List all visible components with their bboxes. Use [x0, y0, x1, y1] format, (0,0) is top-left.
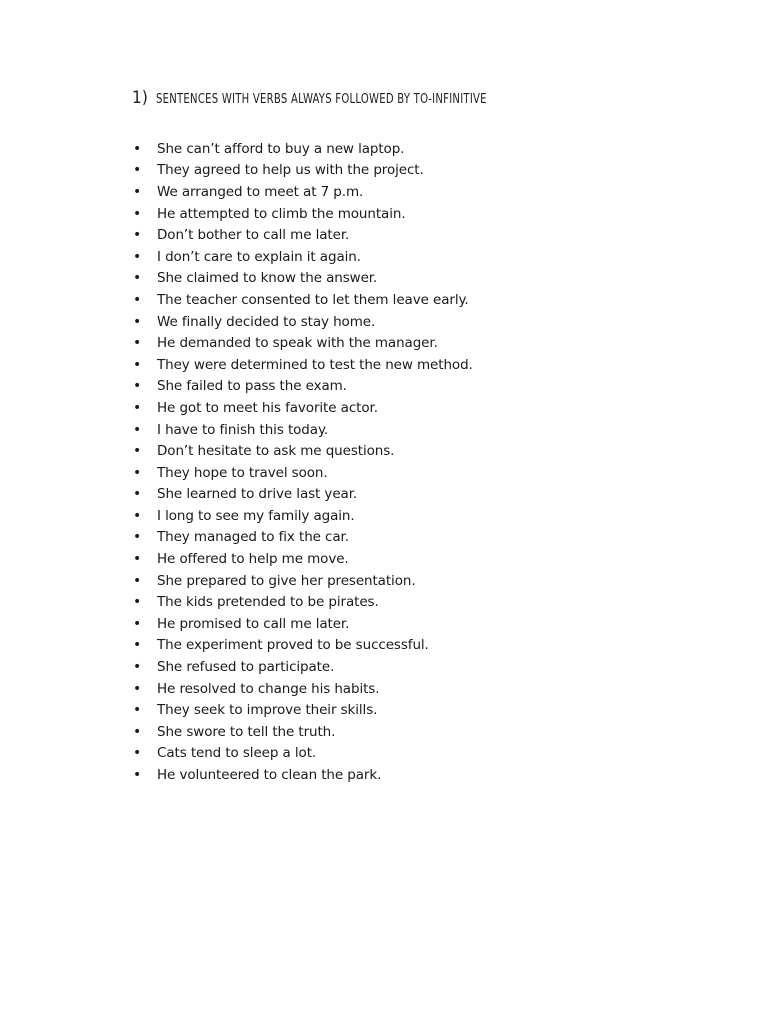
bullet-icon: • [133, 443, 142, 460]
bullet-icon: • [133, 529, 142, 546]
sentence-text: Cats tend to sleep a lot. [157, 745, 317, 762]
bullet-icon: • [133, 702, 142, 719]
bullet-icon: • [133, 507, 142, 524]
list-item [132, 440, 473, 462]
list-item [132, 203, 473, 225]
sentence-text: They seek to improve their skills. [157, 702, 378, 719]
list-item [132, 160, 473, 182]
list-item [132, 289, 473, 311]
sentence-text: They managed to fix the car. [157, 529, 349, 546]
list-item [132, 678, 473, 700]
bullet-icon: • [133, 291, 142, 308]
list-item [132, 505, 473, 527]
sentence-text: She can’t afford to buy a new laptop. [157, 140, 405, 157]
list-item [132, 311, 473, 333]
sentence-text: We arranged to meet at 7 p.m. [157, 183, 364, 200]
list-item [132, 354, 473, 376]
sentence-text: The kids pretended to be pirates. [157, 594, 379, 611]
bullet-icon: • [133, 313, 142, 330]
bullet-icon: • [133, 486, 142, 503]
list-item [132, 699, 473, 721]
list-item [132, 613, 473, 635]
section-number: 1) [132, 88, 149, 108]
sentence-text: She failed to pass the exam. [157, 378, 347, 395]
sentence-text: We finally decided to stay home. [157, 313, 376, 330]
list-item [132, 484, 473, 506]
list-item [132, 376, 473, 398]
sentence-text: I don’t care to explain it again. [157, 248, 361, 265]
bullet-icon: • [133, 183, 142, 200]
bullet-icon: • [133, 248, 142, 265]
list-item [132, 764, 473, 786]
list-item [132, 224, 473, 246]
list-item [132, 570, 473, 592]
sentence-text: She refused to participate. [157, 659, 335, 676]
bullet-icon: • [133, 399, 142, 416]
bullet-icon: • [133, 659, 142, 676]
list-item [132, 548, 473, 570]
list-item [132, 332, 473, 354]
bullet-icon: • [133, 723, 142, 740]
bullet-icon: • [133, 572, 142, 589]
sentence-text: Don’t hesitate to ask me questions. [157, 443, 395, 460]
list-item [132, 246, 473, 268]
bullet-icon: • [133, 680, 142, 697]
sentence-text: He demanded to speak with the manager. [157, 335, 438, 352]
sentence-text: The teacher consented to let them leave early. [157, 291, 469, 308]
sentence-text: He got to meet his favorite actor. [157, 399, 378, 416]
sentence-text: He promised to call me later. [157, 615, 350, 632]
sentence-text: I long to see my family again. [157, 507, 355, 524]
bullet-icon: • [133, 637, 142, 654]
list-item [132, 138, 473, 160]
bullet-icon: • [133, 140, 142, 157]
sentence-text: Don’t bother to call me later. [157, 227, 350, 244]
bullet-icon: • [133, 270, 142, 287]
sentence-text: He offered to help me move. [157, 551, 349, 568]
sentence-text: She claimed to know the answer. [157, 270, 378, 287]
sentence-text: They were determined to test the new method. [157, 356, 473, 373]
section-heading [132, 86, 541, 108]
bullet-icon: • [133, 356, 142, 373]
list-item [132, 397, 473, 419]
bullet-icon: • [133, 464, 142, 481]
bullet-icon: • [133, 745, 142, 762]
bullet-icon: • [133, 421, 142, 438]
sentence-text: I have to finish this today. [157, 421, 329, 438]
sentence-list [132, 138, 473, 786]
list-item [132, 268, 473, 290]
sentence-text: He volunteered to clean the park. [157, 767, 382, 784]
section-title: sentences with verbs always followed by to-infinitive [156, 86, 487, 108]
list-item [132, 635, 473, 657]
bullet-icon: • [133, 615, 142, 632]
bullet-icon: • [133, 767, 142, 784]
sentence-text: They hope to travel soon. [157, 464, 328, 481]
bullet-icon: • [133, 227, 142, 244]
list-item [132, 721, 473, 743]
list-item [132, 527, 473, 549]
list-item [132, 656, 473, 678]
bullet-icon: • [133, 335, 142, 352]
list-item [132, 181, 473, 203]
list-item [132, 462, 473, 484]
list-item [132, 743, 473, 765]
sentence-text: He attempted to climb the mountain. [157, 205, 406, 222]
list-item [132, 591, 473, 613]
bullet-icon: • [133, 162, 142, 179]
bullet-icon: • [133, 594, 142, 611]
sentence-text: She prepared to give her presentation. [157, 572, 416, 589]
sentence-text: The experiment proved to be successful. [157, 637, 429, 654]
list-item [132, 419, 473, 441]
sentence-text: They agreed to help us with the project. [157, 162, 424, 179]
bullet-icon: • [133, 551, 142, 568]
sentence-text: He resolved to change his habits. [157, 680, 380, 697]
bullet-icon: • [133, 378, 142, 395]
sentence-text: She learned to drive last year. [157, 486, 358, 503]
bullet-icon: • [133, 205, 142, 222]
sentence-text: She swore to tell the truth. [157, 723, 336, 740]
